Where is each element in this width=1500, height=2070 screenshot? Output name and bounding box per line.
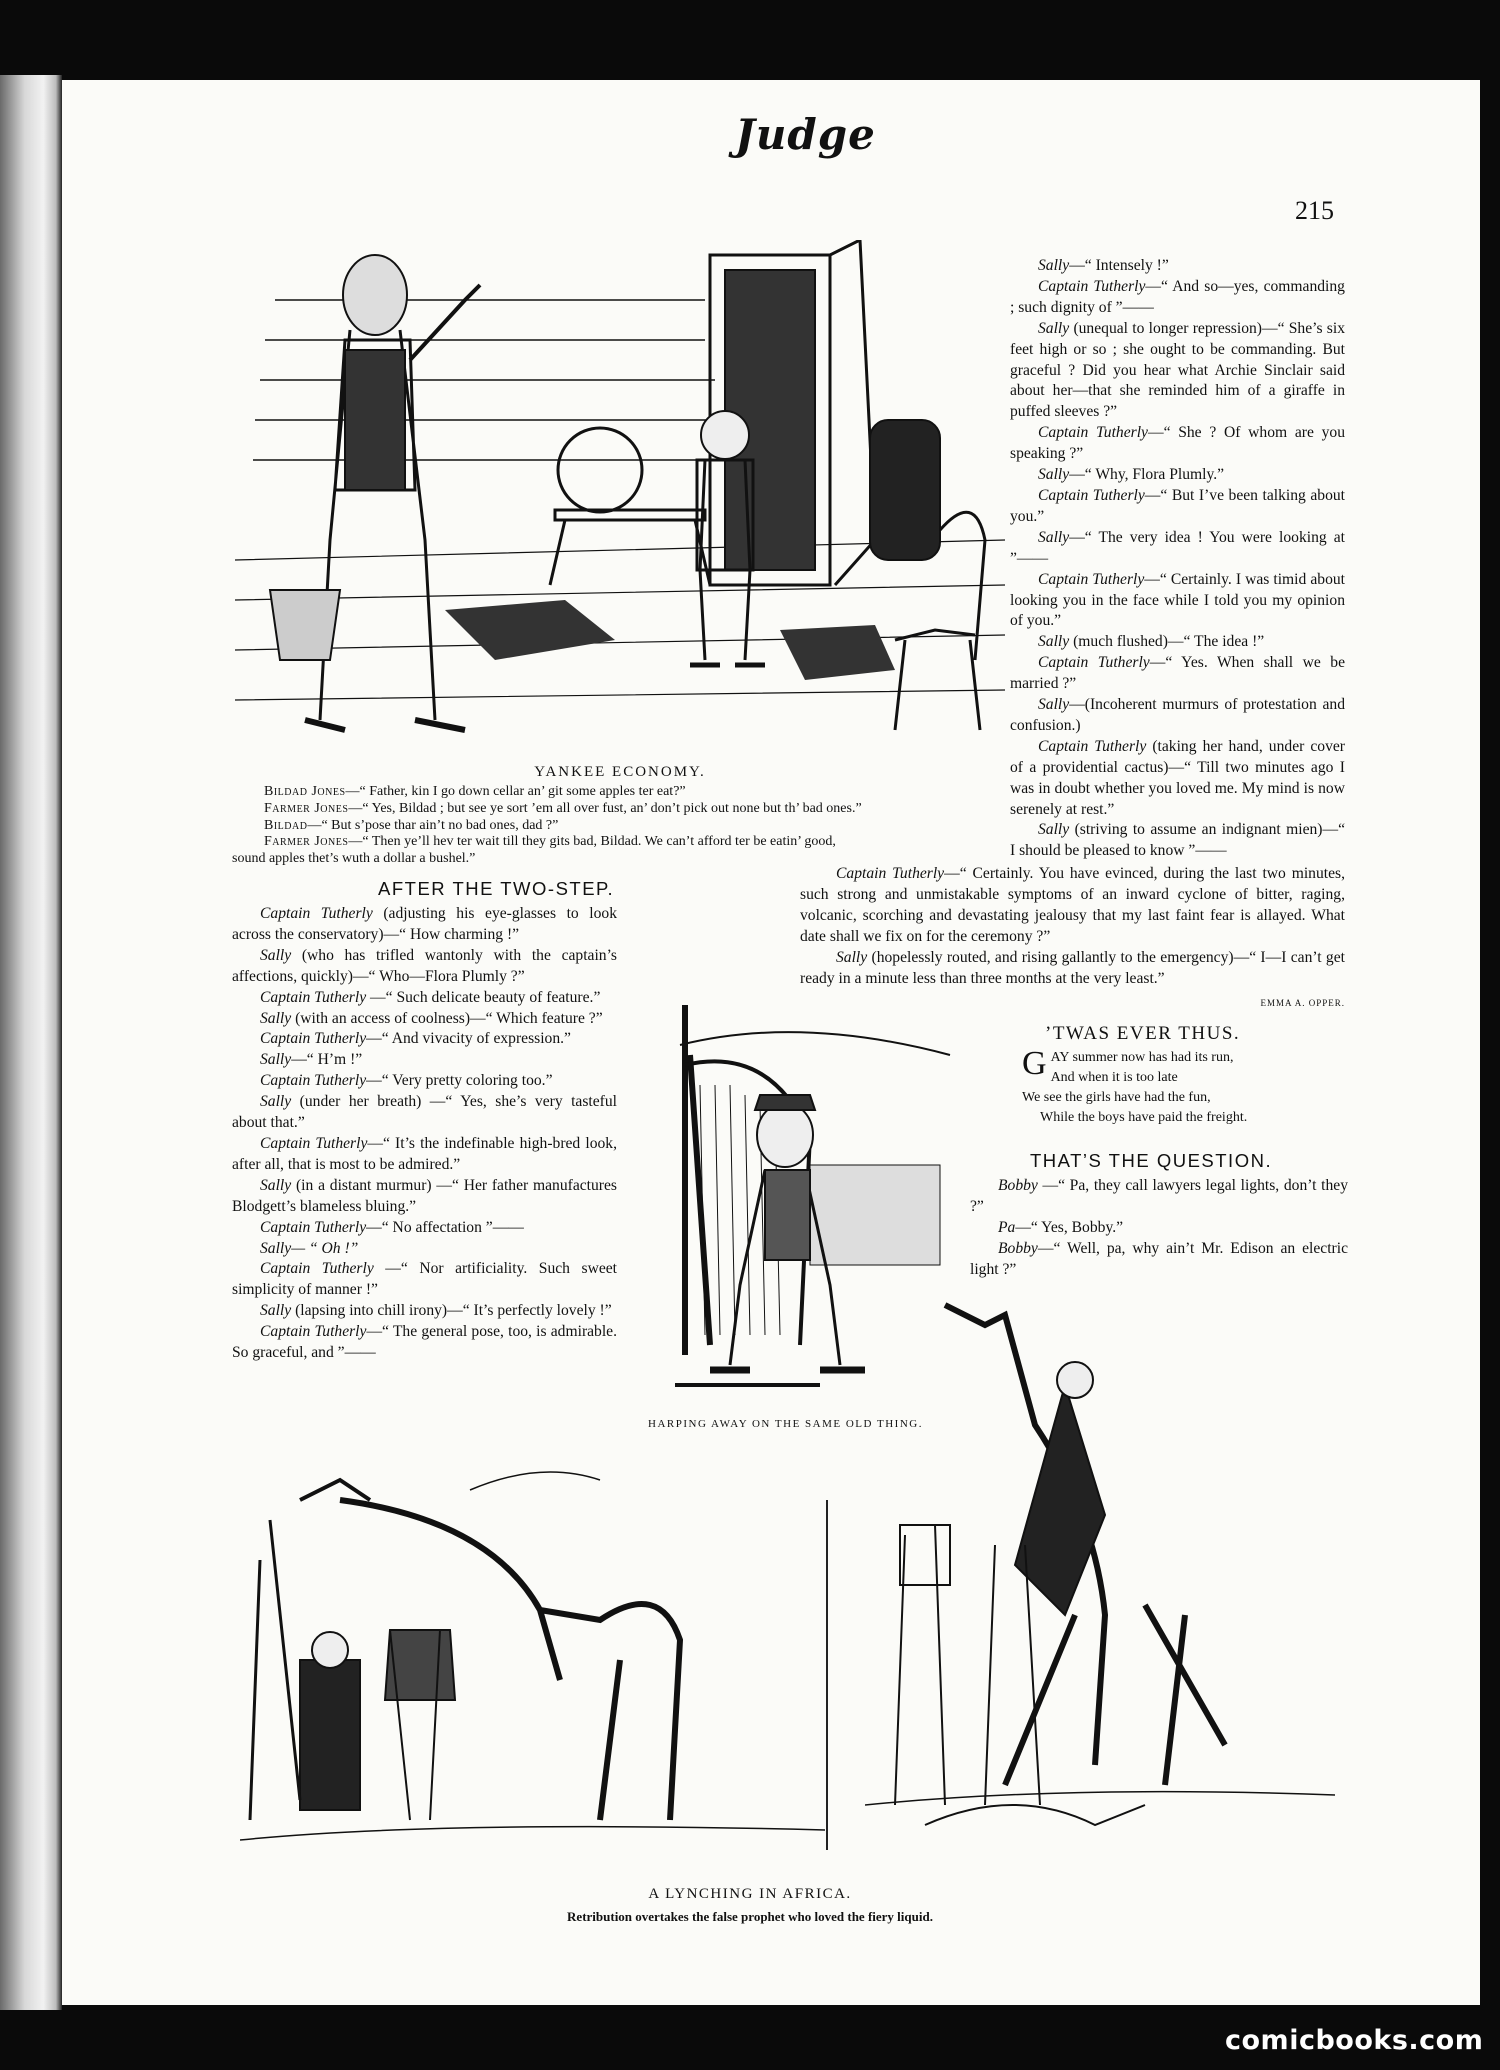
speaker: Bobby bbox=[998, 1177, 1038, 1194]
masthead-title: Judge bbox=[735, 110, 876, 159]
line-text: (striving to assume an indignant mien)—“ I should be pleased to know ”—— bbox=[1010, 821, 1345, 860]
two-step-heading: AFTER THE TWO-STEP. bbox=[378, 878, 615, 899]
speaker: Farmer Jones bbox=[264, 834, 349, 850]
twas-ever-thus-poem bbox=[1022, 1045, 1342, 1128]
line-text: —“ Yes, Bildad ; but see ye sort ’em all over fust, an’ don’t pick out none but th’ bad ones.” bbox=[348, 800, 862, 816]
line-text: —“ Well, pa, why ain’t Mr. Edison an electric light ?” bbox=[970, 1239, 1348, 1278]
line-text: —“ Father, kin I go down cellar an’ git some apples ter eat?” bbox=[345, 784, 686, 799]
line-text: —“ Intensely !” bbox=[1069, 257, 1169, 274]
speaker: Bildad bbox=[264, 817, 308, 833]
thats-the-question-heading: THAT’S THE QUESTION. bbox=[1030, 1150, 1273, 1171]
line-text: (under her breath) —“ Yes, she’s very tasteful about that.” bbox=[232, 1093, 617, 1132]
speaker: Captain Tutherly bbox=[260, 1030, 367, 1048]
line-text: —“ Such delicate beauty of feature.” bbox=[366, 988, 601, 1006]
speaker: Sally bbox=[1038, 696, 1070, 714]
author-signature: EMMA A. OPPER. bbox=[1260, 998, 1345, 1009]
speaker: Captain Tutherly bbox=[260, 905, 373, 922]
africa-title: A LYNCHING IN AFRICA. bbox=[648, 1886, 852, 1902]
line-text: —“ But s’pose thar ain’t no bad ones, dad ?” bbox=[307, 817, 559, 833]
speaker: Sally bbox=[1038, 528, 1070, 546]
speaker: Sally bbox=[1038, 821, 1070, 839]
yankee-economy-title: YANKEE ECONOMY. bbox=[534, 764, 706, 780]
line-text: —“ Yes. When shall we be married ?” bbox=[1010, 654, 1345, 693]
line-text: —“ And so—yes, commanding ; such dignity of ”—— bbox=[1010, 277, 1345, 316]
speaker: Sally bbox=[260, 1051, 292, 1069]
speaker: Farmer Jones bbox=[264, 800, 349, 816]
africa-subtitle: Retribution overtakes the false prophet who loved the fiery liquid. bbox=[567, 1909, 933, 1924]
line-text: —“ And vivacity of expression.” bbox=[366, 1030, 571, 1048]
poem-line: And when it is too late bbox=[1050, 1070, 1178, 1085]
page-number: 215 bbox=[1295, 196, 1334, 225]
line-text: —“ Nor artificiality. Such sweet simplicity of manner !” bbox=[232, 1260, 617, 1299]
thats-the-question-text bbox=[970, 1176, 1348, 1281]
speaker: Captain Tutherly bbox=[1038, 486, 1145, 504]
speaker: Captain Tutherly bbox=[260, 988, 367, 1006]
line-text: —“ It’s the indefinable high-bred look, after all, that is most to be admired.” bbox=[232, 1134, 617, 1173]
line-text: —“ Pa, they call lawyers legal lights, don’t they ?” bbox=[970, 1177, 1348, 1215]
speaker: Captain Tutherly bbox=[1038, 737, 1147, 755]
line-text: —“ The very idea ! You were looking at ”—— bbox=[1010, 528, 1345, 567]
speaker: Sally bbox=[260, 946, 292, 964]
line-text: — “ Oh !” bbox=[291, 1239, 359, 1257]
line-text: —“ Certainly. You have evinced, during the last two minutes, such strong and unmistakable symptoms of an inward cyclone of bitter, raging, volcanic, scorching and devastating jealousy that my last faint fear is allayed. What date shall we fix on for the ceremony ?” bbox=[800, 865, 1345, 945]
poem-line: While the boys have paid the freight. bbox=[1040, 1110, 1248, 1125]
farmhouse-drawing bbox=[235, 240, 1005, 755]
speaker: Sally bbox=[836, 948, 868, 966]
speaker: Captain Tutherly bbox=[1038, 424, 1148, 442]
speaker: Sally bbox=[1038, 466, 1070, 484]
speaker: Bildad Jones bbox=[264, 784, 346, 799]
line-text: —“ Then ye’ll hev ter wait till they gits bad, Bildad. We can’t afford ter be eatin’ good, bbox=[348, 834, 836, 850]
speaker: Captain Tutherly bbox=[260, 1260, 374, 1278]
line-text: (much flushed)—“ The idea !” bbox=[1069, 633, 1265, 651]
africa-divider bbox=[826, 1500, 828, 1850]
speaker: Bobby bbox=[998, 1239, 1038, 1257]
africa-left-illustration bbox=[240, 1460, 825, 1860]
book-binding bbox=[0, 75, 62, 2010]
speaker: Sally bbox=[1038, 319, 1070, 337]
speaker: Captain Tutherly bbox=[260, 1323, 367, 1341]
giraffe-scene-left bbox=[240, 1460, 825, 1860]
line-text: (lapsing into chill irony)—“ It’s perfectly lovely !” bbox=[291, 1302, 612, 1320]
watermark-text: comicbooks.com bbox=[1225, 2025, 1484, 2056]
line-text: —(Incoherent murmurs of protestation and confusion.) bbox=[1010, 696, 1345, 734]
speaker: Sally bbox=[260, 1176, 292, 1194]
line-text: —“ No affectation ”—— bbox=[366, 1218, 524, 1236]
twas-ever-thus-heading: ’TWAS EVER THUS. bbox=[1045, 1023, 1241, 1044]
line-text: —“ Very pretty coloring too.” bbox=[366, 1072, 553, 1090]
speaker: Captain Tutherly bbox=[1038, 277, 1146, 295]
line-text: (in a distant murmur) —“ Her father manufactures Blodgett’s blameless bluing.” bbox=[232, 1176, 617, 1215]
line-text: sound apples thet’s wuth a dollar a bushel.” bbox=[232, 851, 476, 867]
speaker: Captain Tutherly bbox=[1038, 570, 1145, 588]
poem-line: We see the girls have had the fun, bbox=[1022, 1090, 1211, 1105]
speaker: Captain Tutherly bbox=[260, 1072, 367, 1090]
speaker: Sally bbox=[260, 1093, 292, 1111]
speaker: Captain Tutherly bbox=[260, 1218, 367, 1236]
line-text: —“ Why, Flora Plumly.” bbox=[1069, 466, 1225, 484]
line-text: (hopelessly routed, and rising gallantly to the emergency)—“ I—I can’t get ready in a minute less than three months at the very least.” bbox=[800, 948, 1345, 987]
speaker: Sally bbox=[260, 1302, 292, 1320]
speaker: Pa bbox=[998, 1218, 1016, 1236]
speaker: Sally bbox=[260, 1239, 292, 1257]
drop-cap: G bbox=[1022, 1045, 1047, 1082]
line-text: —“ The general pose, too, is admirable. So graceful, and ”—— bbox=[232, 1323, 618, 1362]
speaker: Sally bbox=[1038, 257, 1070, 274]
line-text: (with an access of coolness)—“ Which feature ?” bbox=[291, 1009, 603, 1027]
speaker: Captain Tutherly bbox=[260, 1134, 368, 1152]
yankee-economy-illustration bbox=[235, 240, 1005, 755]
line-text: —“ Certainly. I was timid about looking you in the face while I told you my opinion of you.” bbox=[1010, 570, 1345, 630]
line-text: (adjusting his eye-glasses to look across the conservatory)—“ How charming !” bbox=[232, 905, 617, 943]
two-step-right-column bbox=[1010, 256, 1345, 862]
africa-right-illustration bbox=[865, 1285, 1335, 1870]
line-text: —“ H’m !” bbox=[291, 1051, 363, 1069]
two-step-left-column bbox=[232, 904, 617, 1364]
giraffe-scene-right bbox=[865, 1285, 1335, 1870]
poem-line: AY summer now has had its run, bbox=[1050, 1050, 1234, 1065]
line-text: (taking her hand, under cover of a providential cactus)—“ Till two minutes ago I was in doubt whether you loved me. My mind is now serenely at rest.” bbox=[1010, 737, 1345, 818]
line-text: —“ Yes, Bobby.” bbox=[1015, 1218, 1124, 1236]
speaker: Captain Tutherly bbox=[836, 865, 945, 882]
yankee-economy-dialog bbox=[232, 784, 1032, 868]
line-text: —“ She ? Of whom are you speaking ?” bbox=[1010, 424, 1345, 463]
speaker: Sally bbox=[1038, 633, 1070, 651]
harp-caption: HARPING AWAY ON THE SAME OLD THING. bbox=[648, 1418, 923, 1430]
speaker: Sally bbox=[260, 1009, 292, 1027]
line-text: —“ But I’ve been talking about you.” bbox=[1010, 486, 1346, 525]
line-text: (unequal to longer repression)—“ She’s six feet high or so ; she ought to be commanding. But graceful ? Did you hear what Archie Sinclair said about her—that she reminded him of a giraffe in puffed sleeves ?” bbox=[1010, 319, 1345, 421]
line-text: (who has trifled wantonly with the captain’s affections, quickly)—“ Who—Flora Plumly ?” bbox=[232, 946, 617, 985]
speaker: Captain Tutherly bbox=[1038, 654, 1150, 672]
